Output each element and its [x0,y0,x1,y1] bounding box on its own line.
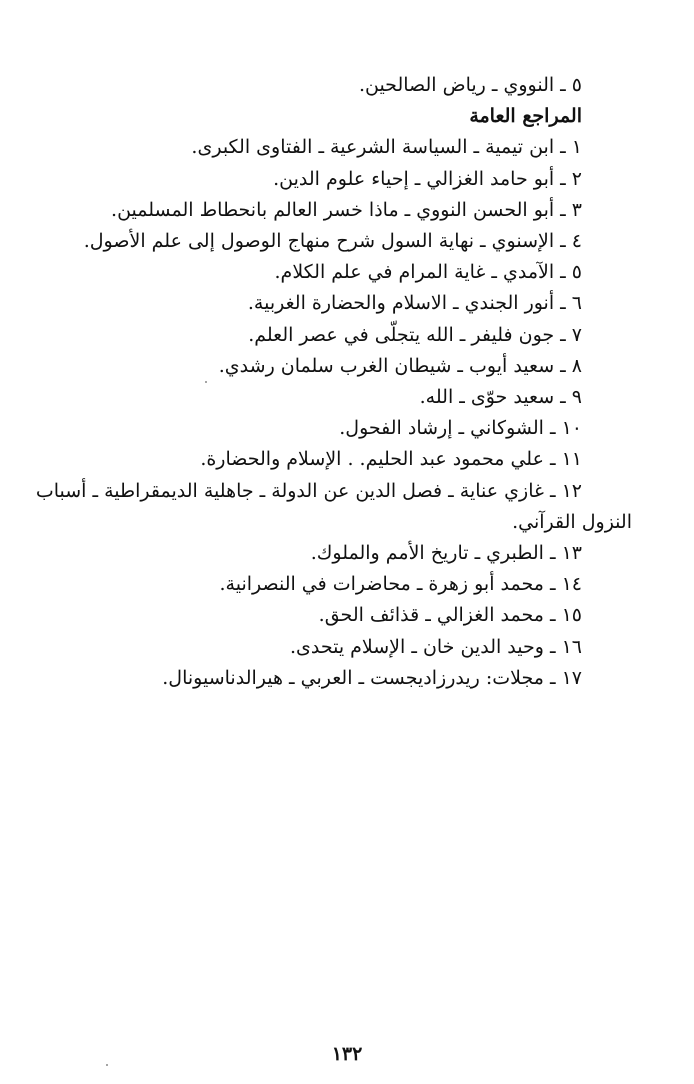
reference-item-2: ٢ ـ أبو حامد الغزالي ـ إحياء علوم الدين. [273,167,582,190]
reference-item-8: ٨ ـ سعيد أيوب ـ شيطان الغرب سلمان رشدي. [218,354,582,377]
reference-item-17: ١٧ ـ مجلات: ريدرزاديجست ـ العربي ـ هيرالدناسيونال. [162,666,582,689]
print-speck [205,381,207,383]
references-text [30,70,632,694]
reference-item-12-continuation: النزول القرآني. [512,510,632,533]
reference-item-16: ١٦ ـ وحيد الدين خان ـ الإسلام يتحدى. [289,635,582,658]
reference-item-5: ٥ ـ الآمدي ـ غاية المرام في علم الكلام. [274,261,582,284]
reference-item-12: ١٢ ـ غازي عناية ـ فصل الدين عن الدولة ـ جاهلية الديمقراطية ـ أسباب [35,479,582,502]
section-title: المراجع العامة [469,105,582,128]
reference-item-6: ٦ ـ أنور الجندي ـ الاسلام والحضارة الغربية. [247,292,582,315]
reference-item-10: ١٠ ـ الشوكاني ـ إرشاد الفحول. [339,417,582,440]
reference-item-15: ١٥ ـ محمد الغزالي ـ قذائف الحق. [318,604,582,627]
top-item: ٥ ـ النووي ـ رياض الصالحين. [358,74,582,96]
reference-item-14: ١٤ ـ محمد أبو زهرة ـ محاضرات في النصرانية. [219,573,582,596]
reference-item-1: ١ ـ ابن تيمية ـ السياسة الشرعية ـ الفتاوى الكبرى. [191,136,582,159]
reference-item-4: ٤ ـ الإسنوي ـ نهاية السول شرح منهاج الوصول إلى علم الأصول. [83,230,582,253]
page-number: ١٣٢ [331,1043,363,1065]
reference-item-13: ١٣ ـ الطبري ـ تاريخ الأمم والملوك. [310,542,582,565]
reference-item-11: ١١ ـ علي محمود عبد الحليم. . الإسلام والحضارة. [200,448,582,471]
reference-item-9: ٩ ـ سعيد حوّى ـ الله. [419,386,582,409]
reference-item-7: ٧ ـ جون فليفر ـ الله يتجلّى في عصر العلم. [248,323,582,346]
reference-item-3: ٣ ـ أبو الحسن النووي ـ ماذا خسر العالم بانحطاط المسلمين. [111,198,582,221]
